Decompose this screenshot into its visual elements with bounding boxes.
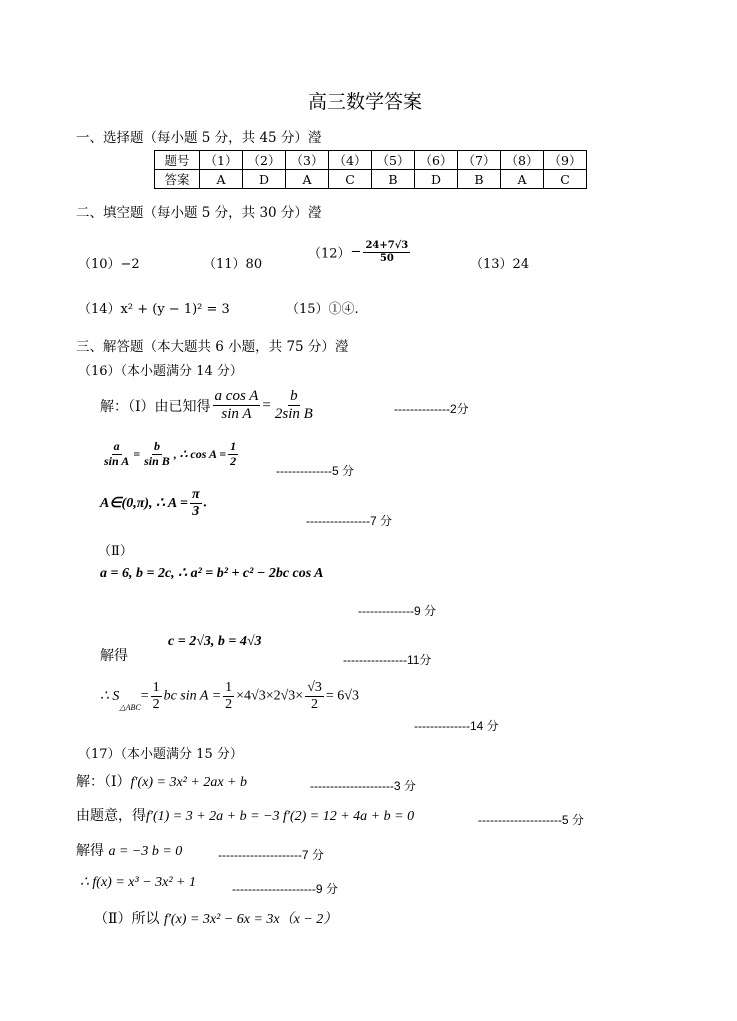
q16-line6-frac2-den: 2 <box>225 697 233 713</box>
q16-line3 <box>100 487 207 520</box>
q16-line2-frac2-num: b <box>153 439 160 453</box>
q16-line3-frac <box>190 487 202 520</box>
section1-heading-text: 一、选择题（每小题 5 分，共 45 分） <box>76 130 308 146</box>
q12-sign: − <box>350 244 362 260</box>
q17-line3-score: ---------------------7 分 <box>218 848 324 862</box>
q16-line3-num: π <box>190 487 202 504</box>
table-cell: （3） <box>286 151 329 170</box>
table-cell: A <box>200 170 243 189</box>
q14-expression: x² + (y − 1)² = 3 <box>120 302 230 317</box>
q17-line1-prefix: 解：（Ⅰ） <box>76 774 131 790</box>
q16-line2-frac2-den: sin B <box>144 453 170 468</box>
q16-line1 <box>100 388 317 424</box>
q16-line5-label: 解得 <box>100 648 128 664</box>
q16-line2 <box>100 440 240 469</box>
table-cell: A <box>501 170 544 189</box>
table-cell: （7） <box>458 151 501 170</box>
q16-line6 <box>100 680 359 713</box>
q16-line2-frac3-den: 2 <box>230 453 237 468</box>
q17-line2-expression: f′(1) = 3 + 2a + b = −3 f′(2) = 12 + 4a + b = 0 <box>146 809 415 824</box>
table-cell: B <box>458 170 501 189</box>
q16-line3-den: 3 <box>192 504 200 520</box>
q16-line3-suffix: . <box>203 495 208 511</box>
q17-title: （17）（本小题满分 15 分） <box>78 747 243 762</box>
q17-line5-expression: f′(x) = 3x² − 6x = 3x（x − 2） <box>163 912 338 927</box>
q16-line4: a = 6, b = 2c, ∴ a² = b² + c² − 2bc cos A <box>100 566 324 581</box>
q16-line1-frac1 <box>213 388 261 424</box>
table-cell: （8） <box>501 151 544 170</box>
q16-line1-prefix: 解：（Ⅰ）由已知得 <box>100 398 211 415</box>
q16-line2-score: --------------5 分 <box>276 464 354 478</box>
table-cell: （9） <box>544 151 587 170</box>
q16-line6-frac1-den: 2 <box>152 697 160 713</box>
q16-line1-frac1-num: a cos A <box>213 388 261 406</box>
table-cell: A <box>286 170 329 189</box>
table-cell: D <box>415 170 458 189</box>
table-cell: （4） <box>329 151 372 170</box>
q16-line6-score: --------------14 分 <box>414 719 499 733</box>
q16-line6-frac3-den: 2 <box>311 697 319 713</box>
q16-line6-end: = 6√3 <box>325 688 359 704</box>
q16-line2-mid: , ∴ cos A = <box>173 446 227 461</box>
page-title: 高三数学答案 <box>308 91 423 113</box>
q16-line6-frac2 <box>223 680 234 713</box>
q17-line3-expression: a = −3 b = 0 <box>108 844 183 859</box>
q17-line3 <box>76 840 182 860</box>
answer-q15: （15）①④. <box>286 302 359 317</box>
section2-heading-text: 二、填空题（每小题 5 分，共 30 分） <box>76 205 308 221</box>
q16-line6-frac1 <box>151 680 162 713</box>
q16-line5-expression: c = 2√3, b = 4√3 <box>168 634 262 649</box>
q16-line6-eq1: = <box>140 688 149 704</box>
table-cell: D <box>243 170 286 189</box>
q12-fraction <box>363 240 410 264</box>
q16-line1-eq: = <box>262 397 271 414</box>
q16-line6-frac2-num: 1 <box>223 680 234 697</box>
q16-line2-frac1-den: sin A <box>104 453 130 468</box>
q16-line4-score: --------------9 分 <box>358 604 436 618</box>
table-cell: B <box>372 170 415 189</box>
q14-label: （14） <box>78 302 121 317</box>
table-row-label: 题号 <box>155 151 200 170</box>
q17-line1 <box>76 771 247 791</box>
q16-line6-mid1: bc sin A = <box>163 688 222 704</box>
q16-line1-frac2 <box>273 388 315 424</box>
q16-line3-prefix: A∈(0,π), ∴ A = <box>100 496 188 512</box>
section2-heading <box>76 201 321 221</box>
q16-line5-score: ----------------11分 <box>343 653 432 667</box>
q16-line1-frac2-den: 2sin B <box>274 406 313 423</box>
q12-denominator: 50 <box>379 252 394 264</box>
q17-line2-score: ---------------------5 分 <box>478 813 584 827</box>
q17-line2 <box>76 805 414 825</box>
table-cell: C <box>329 170 372 189</box>
q12-label: （12） <box>308 246 351 262</box>
q16-part2-label: （Ⅱ） <box>98 544 133 559</box>
table-cell: （6） <box>415 151 458 170</box>
table-cell: C <box>544 170 587 189</box>
q17-line1-score: ---------------------3 分 <box>310 779 416 793</box>
q17-line2-prefix: 由题意，得 <box>76 808 146 824</box>
q12-numerator: 24+7√3 <box>365 240 409 251</box>
q16-line6-subscript: △ABC <box>119 702 141 712</box>
section3-mark: 瀅 <box>334 339 349 355</box>
q16-title: （16）（本小题满分 14 分） <box>78 364 243 379</box>
q16-line2-frac3 <box>228 440 238 469</box>
table-cell: （2） <box>243 151 286 170</box>
q16-line6-mid2: ×4√3×2√3× <box>236 688 304 704</box>
q16-line6-frac3 <box>305 680 324 713</box>
section2-mark: 瀅 <box>307 205 322 221</box>
q17-line5-prefix: （Ⅱ）所以 <box>94 911 160 927</box>
q16-line3-score: ----------------7 分 <box>306 514 392 528</box>
table-row-numbers <box>155 151 587 170</box>
q16-line2-frac2 <box>142 440 172 469</box>
q17-line1-expression: f′(x) = 3x² + 2ax + b <box>130 775 247 790</box>
q16-line6-prefix: ∴ S <box>100 689 120 705</box>
answer-q10: （10）−2 <box>78 257 140 272</box>
q16-line1-frac2-num: b <box>288 388 300 406</box>
q17-line4-score: ---------------------9 分 <box>232 882 338 896</box>
q16-line2-eq: = <box>133 446 141 461</box>
table-cell: （1） <box>200 151 243 170</box>
q17-line4: ∴ f(x) = x³ − 3x² + 1 <box>80 875 196 890</box>
answer-table <box>154 150 587 189</box>
table-cell: （5） <box>372 151 415 170</box>
section1-heading <box>76 126 321 146</box>
section1-mark: 瀅 <box>307 130 322 146</box>
table-row-answers <box>155 170 587 189</box>
answer-q11: （11）80 <box>203 257 263 272</box>
table-row-label: 答案 <box>155 170 200 189</box>
section3-heading <box>76 335 348 355</box>
answer-q14 <box>78 298 230 317</box>
q16-line6-frac1-num: 1 <box>151 680 162 697</box>
q16-line2-frac3-num: 1 <box>230 439 237 453</box>
answer-q13: （13）24 <box>470 257 530 272</box>
q16-line6-frac3-num: √3 <box>305 680 324 697</box>
answer-q12 <box>308 240 412 264</box>
q16-line2-frac1 <box>102 440 131 469</box>
q17-line3-prefix: 解得 <box>76 843 104 859</box>
section3-heading-text: 三、解答题（本大题共 6 小题，共 75 分） <box>76 339 335 355</box>
q17-line5 <box>94 908 337 928</box>
q16-line2-frac1-num: a <box>113 439 120 453</box>
q16-line1-frac1-den: sin A <box>221 406 252 423</box>
q16-line1-score: --------------2分 <box>394 402 469 416</box>
